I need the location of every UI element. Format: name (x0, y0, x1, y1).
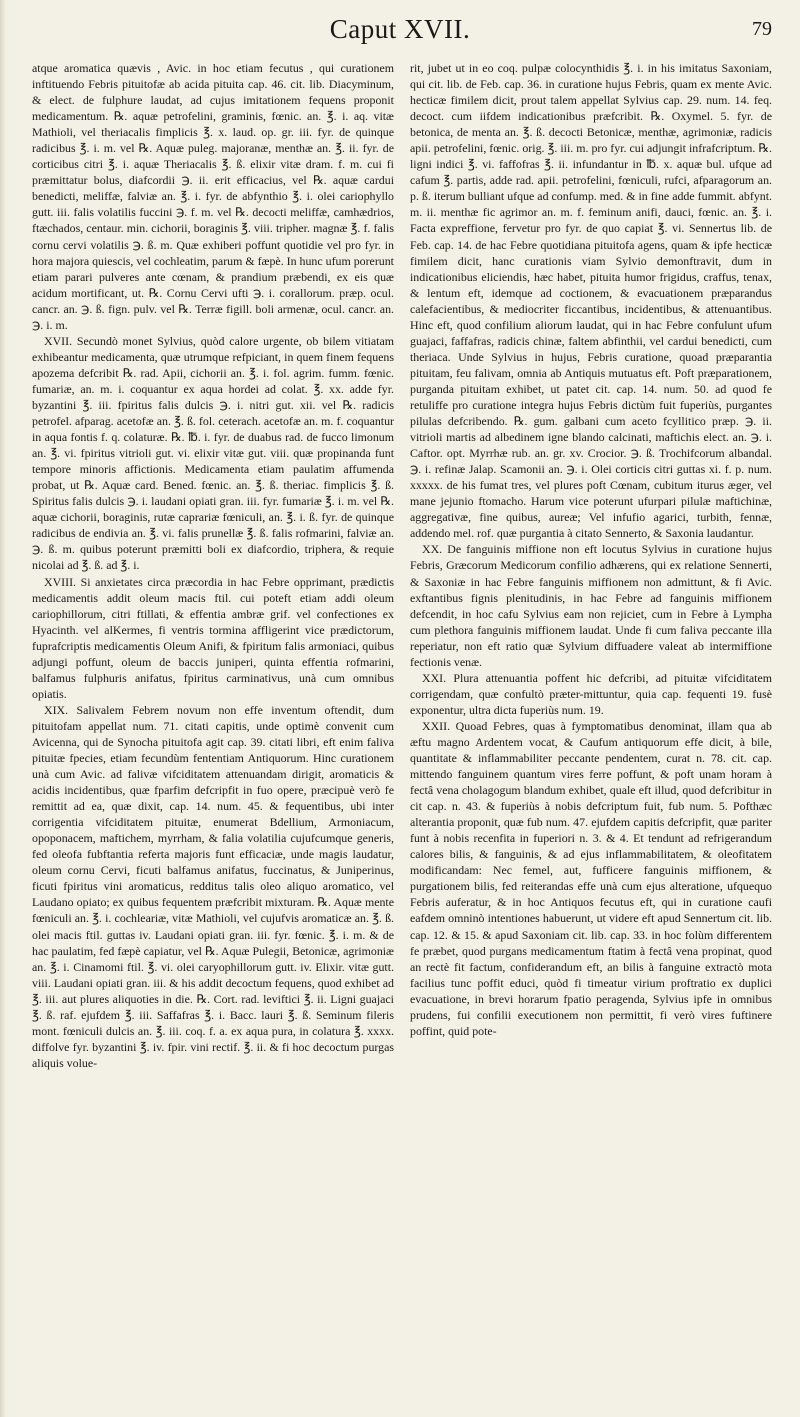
paragraph: XXII. Quoad Febres, quas à fymptomatibus denominat, illam qua ab æftu magno Ardentem vocat, & Caufum antiquorum effe dicit, à bile, quantitate & inflammabiliter peccante pendentem, curat n. 78. cit. cap. mittendo fanguinem quantum vires ferre poffunt, & poft unam horam à fectâ vena cholagogum blandum exhibet, quale eft illud, quod defcribitur in cit cap. n. 43. & fuperiùs à nobis defcriptum fuit, fub num. 5. Pofthæc alterantia proponit, quæ fub num. 47. ejufdem capitis defcripfit, quæ pariter funt à nobis recenfita in fuperiori n. 3. & 4. Et tendunt ad refrigerandum calores bilis, & fanguinis, & ad ejus inflammabilitatem, & oleofitatem modificandam: Nec femel, aut, fufficere fanguinis miffionem, & purgationem bilis, fed reiterandas effe unà cum ejus alteratione, ufquequo Febris auferatur, & in hoc Antiquos fecutus eft, qui in curatione caufi eafdem omninò intentiones habuerunt, ut videre eft apud Sennertum cit. lib. cap. 12. & 15. & apud Saxoniam cit. lib. cap. 33. in hoc folùm differentem fe præbet, quod purgans medicamentum ftatim à fectâ vena propinat, quod an rectè fit factum, confiderandum eft, an bilis à fanguine extractò mota facilius tunc poffit educi, quòd fi timeatur virium proftratio ex duplici evacuatione, in brevi horarum fpatio peragenda, Sylvius ipfe in omnibus prudens, fui confilii executionem non permittit, fi verò vires fuftinere poffint, quid pote- (410, 718, 772, 1038)
paragraph: XVIII. Si anxietates circa præcordia in hac Febre opprimant, prædictis medicamentis addit oleum macis ftil. cui poteft etiam addi oleum cariophillorum, citri ftillati, & effentia ambræ grif. vel confectiones ex Hyacinth. vel alKermes, fi ventris tormina affligerint vice prædictorum, fuprafcriptis medicamentis Oleum Anifi, & fpiritum falis armoniaci, quibus adjungi poffunt, oleum de baccis juniperi, quinta effentia rofmarini, balfamus fulphuris anifatus, fpiritus carminativus, unà cum omnibus opiatis. (32, 574, 394, 701)
left-column (32, 60, 394, 1405)
page-edge-shadow (0, 0, 6, 1417)
page-number: 79 (752, 18, 772, 40)
right-column (410, 60, 772, 1405)
running-title: Caput XVII. (329, 14, 471, 44)
paragraph: XIX. Salivalem Febrem novum non effe inventum oftendit, dum pituitofam appellat num. 71. citati capitis, unde optimè convenit cum Avicenna, qui de Synocha pituitofa agit cap. 39. citati libri, eft enim faliva pituitæ fpecies, etiam fecundùm fententiam Antiquorum. Hinc curationem unà cum Avic. ad falivæ vifciditatem attenuandam dirigit, aromaticis & acidis incidentibus, quæ fparfim defcripfit in fuo opere, præcipuè verò fe remittit ad ea, quæ dixit, cap. 14. num. 45. & fequentibus, ubi inter corrigentia vifciditatem pituitæ, enumerat Bdellium, Armoniacum, opoponacem, maftichem, myrrham, & falia volatilia cujufcumque generis, fed oleofa fubftantia referta majoris funt efficaciæ, unde magis laudatur, oleum cornu Cervi, ficuti balfamus anifatus, fuccinatus, & Juniperinus, ficuti fpiritus vini aromaticus, redditus talis oleo aliquo aromatico, vel Laudano opiato; ex quibus fequentem præfcribit mixturam. ℞. Aquæ mente fœniculi an. ℥. i. cochleariæ, vitæ Mathioli, vel cujufvis aromaticæ an. ℥. ß. olei macis ftil. guttas iv. Laudani opiati gran. iii. fyr. fœnic. ℥. i. m. & de hac paulatim, fed fæpè capiatur, vel ℞. Aquæ Pulegii, Betonicæ, agrimoniæ an. ℥. i. Cinamomi ftil. ℥. vi. olei caryophillorum gutt. iv. Elixir. vitæ gutt. viii. Laudani opiati gran. iii. & his addit decoctum fequens, quod exhibet ad ℥. iii. aut plures aliquoties in die. ℞. Cort. rad. leviftici ℥. ii. Ligni guajaci ℥. ß. raf. ejufdem ℥. iii. Saffafras ℥. i. Bacc. lauri ℥. ß. Seminum fileris mont. fœniculi dulcis an. ℥. iii. coq. f. a. ex aqua pura, in colatura ℥. xxxx. diffolve fyr. byzantini ℥. iv. fpir. vini rectif. ℥. ii. & fi hoc decoctum purgas aliquis volue- (32, 702, 394, 1070)
paragraph: XXI. Plura attenuantia poffent hic defcribi, ad pituitæ vifciditatem corrigendam, quæ confultò præter-mittuntur, quia cap. fequenti 19. fusè exponentur, ultra dicta fuperiùs num. 19. (410, 670, 772, 717)
paragraph: XVII. Secundò monet Sylvius, quòd calore urgente, ob bilem vitiatam exhibeantur medicamenta, quæ utrumque refpiciant, in quem finem fequens apozema defcribit ℞. rad. Apii, cichorii an. ℥. i. fol. agrim. fumm. fœnic. fumariæ, an. m. i. coquantur ex aqua hordei ad colat. ℥. xx. adde fyr. byzantini ℥. iii. fpiritus falis dulcis ℈. i. nitri gut. xii. vel ℞. radicis petrofel. afparag. acetofæ an. ℥. ß. fol. ceterach. acetofæ an. m. f. coquantur in aqua fontis f. q. colaturæ. ℞. ℔. i. fyr. de duabus rad. de fucco limonum an. ℥. vi. fpiritus vitrioli gut. vi. elixir vitæ gut. viii. quæ propinanda funt tempore minoris affictionis. Medicamenta etiam paulatim affumenda probat, ut ℞. Aquæ card. Bened. fœnic. an. ℥. ß. theriac. fimplicis ℥. ß. Spiritus falis dulcis ℈. i. laudani opiati gran. iii. fyr. fumariæ ℥. i. m. vel ℞. aquæ cichorii, boraginis, rutæ caprariæ fœniculi, an. ℥. i. ß. fyr. de quinque radicibus de endivia an. ℥. vi. falis prunellæ ℥. ß. falis rofmarini, falviæ an. ℈. ß. m. quibus poterunt præmitti boli ex diafcordio, triphera, & requie nicolai ad ℥. ß. ad ℥. i. (32, 333, 394, 573)
paragraph: XX. De fanguinis miffione non eft locutus Sylvius in curatione hujus Febris, Græcorum Medicorum confilio adhærens, qui ex relatione Sennerti, & Saxoniæ in hac Febre fanguinis miffionem non admittunt, & fi Avic. exftantibus fignis plenitudinis, in hac Febre ad fanguinis miffionem defcendit, in hoc cafu Sylvius eam non rejiciet, cum in Febre à Lympha cum plethora fanguinis miffionem laudat. Unde fi cum faliva peccante illa reperiatur, non eft ratio quæ Sylvium diffuadere valeat ab intermiffione fectionis venæ. (410, 542, 772, 669)
paragraph: atque aromatica quævis , Avic. in hoc etiam fecutus , qui curationem inftituendo Febris pituitofæ ab acida pituita cap. 46. cit. lib. Diacyminum, & elect. de fulphure laudat, ad cujus imitationem fequens proponit medicamentum. ℞. aquæ petrofelini, graminis, fœnic. an. ℥. i. aq. vitæ Mathioli, vel theriacalis fimplicis ℥. x. laud. op. gr. iii. fyr. de quinque radicibus ℥. i. m. vel ℞. Aquæ puleg. majoranæ, menthæ an. ℥. ii. fyr. de corticibus citri ℥. i. aquæ Theriacalis ℥. ß. elixir vitæ dram. f. m. cui fi præmittatur bolus, diafcordii ℈. ii. erit efficacius, vel ℞. aquæ cardui benedicti, meliffæ, falviæ an. ℥. i. fyr. de abfynthio ℥. i. olei cariophyllo gutt. iii. falis volatilis fuccini ℈. f. m. vel ℞. decocti meliffæ, camhædrios, ftæchados, centaur. min. cichorii, boraginis ℥. viii. tripher. magnæ ℥. f. falis cornu cervi volatilis ℈. ß. m. Quæ exhiberi poffunt quotidie vel pro fyr. in hora majora quiescis, vel cochleatim, parum & fæpè. In hunc ufum porerunt etiam parari pulveres ante cœnam, & prandium præbendi, ex eis quæ acidum mortificant, ut. ℞. Cornu Cervi ufti ℈. i. corallorum. præp. ocul. cancr. an. ℈. ß. fign. pulv. vel ℞. Terræ figill. boli armenæ, ocul. cancr. an. ℈. i. m. (32, 61, 394, 332)
paragraph: rit, jubet ut in eo coq. pulpæ colocynthidis ℥. i. in his imitatus Saxoniam, qui cit. lib. de Feb. cap. 36. in curatione hujus Febris, quam ex mente Avic. hecticæ fimilem dicit, prout talem appellat Sylvius cap. 29. num. 14. feq. decoct. cum iifdem indicationibus præfcribit. ℞. Oxymel. 5. fyr. de betonica, de menta an. ℥. ß. decocti Betonicæ, menthæ, agrimoniæ, radicis apii. petrofelini, fœnic. orig. ℥. iii. m. pro fyr. cui adjungit infrafcriptum. ℞. ligni indici ℥. vi. faffofras ℥. ii. infundantur in ℔. x. aquæ bul. ufque ad cafum ℥. partis, adde rad. apii. petrofelini, fœniculi, rufci, afparagorum an. p. ß. iterum bulliant ufque ad confump. med. & in fine adde fummit. abfynt. m. ii. menthæ fic agrimor an. m. f. feminum anifi, dauci, fœnic. an. ℥. i. Facta expreffione, fervetur pro fyr. de quo capiat ℥. vi. Sennertus lib. de Feb. cap. 14. de hac Febre quotidiana pituitofa agens, quam & ipfe hecticæ fimilem dicit, hanc curationis viam Sylvio demonftravit, dum in indicationibus eliciendis, hæc habet, pituita humor frigidus, craffus, tenax, & lentum eft, idemque ad coctionem, & evacuationem præparandus calefacientibus, & mediocriter ficcantibus, incidentibus, & attenuantibus. Hinc eft, quod confilium aliorum laudat, qui in hac Febre confulunt ufum guajaci, faffafras, radicis chinæ, faltem abfinthii, vel cardui benedicti, cum theriaca. Unde Sylvius in hujus, Febris curatione, quoad præparantia pituitam, feu falivam, omnia ab Antiquis mutuatus eft. Poft præparationem, purganda pituitam exhibet, ut patet cit. cap. 14. num. 50. ad quod fe retuliffe pro curatione integra hujus Febris dictùm fuit fuperiùs, purgantes pilulas defcribendo. ℞. gum. galbani cum aceto fcyllitico præp. ℈. ii. vitrioli martis ad albedinem igne blando calcinati, maftichis elect. an. ℈. i. Caftor. opt. Myrrhæ rub. an. gr. xv. Crocior. ℈. ß. Trochifcorum albandal. ℈. i. refinæ Jalap. Scamonii an. ℈. i. Olei corticis citri guttas xi. f. p. num. xxxxx. de his fumat tres, vel plures poft Cœnam, cubitum iturus æger, vel mane jejunio ftomacho. Harum vice poterunt ufurpari pilulæ maftichinæ, aggregativæ, fine quibus, aureæ; Vel infufio agarici, turbith, fennæ, addendo mel. rof. quæ purgantia à citato Sennerto, & Saxonia laudantur. (410, 61, 772, 541)
page-header (0, 14, 800, 54)
